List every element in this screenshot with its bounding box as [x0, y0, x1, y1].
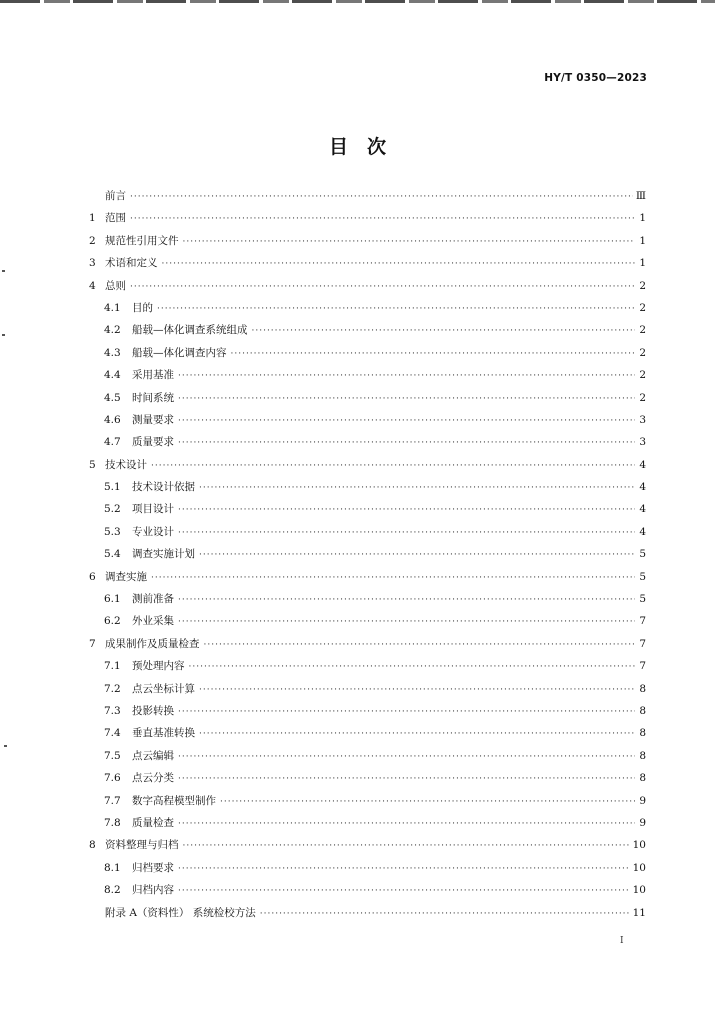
toc-entry-number: 8.2: [104, 884, 121, 897]
toc-entry-number: 5.2: [104, 503, 121, 516]
toc-entry-number: 8.1: [104, 861, 121, 874]
toc-entry[interactable]: [89, 591, 646, 613]
toc-entry-number: 7.6: [104, 772, 121, 785]
toc-entry-page: 10: [632, 861, 646, 874]
toc-entry-title: 专业设计: [132, 525, 174, 538]
dot-leader: [178, 775, 635, 784]
toc-entry-number: 7.8: [104, 816, 121, 829]
toc-entry[interactable]: [89, 860, 646, 882]
toc-entry-number: 7: [89, 637, 96, 650]
toc-entry-page: 2: [639, 369, 646, 382]
toc-entry[interactable]: [89, 837, 646, 859]
toc-entry-title: 前言: [105, 190, 126, 202]
dot-leader: [183, 842, 630, 851]
scan-margin-mark: [2, 334, 5, 336]
toc-entry-title: 归档内容: [132, 884, 174, 897]
toc-entry[interactable]: [89, 188, 646, 210]
dot-leader: [178, 439, 635, 448]
toc-entry-number: 7.3: [104, 704, 121, 717]
toc-entry-page: 3: [639, 436, 646, 449]
toc-entry[interactable]: [89, 524, 646, 546]
toc-entry-title: 范围: [105, 212, 126, 225]
dot-leader: [130, 283, 635, 292]
toc-entry-page: 2: [639, 324, 646, 337]
toc-entry-page: 1: [639, 234, 646, 247]
toc-entry-page: 8: [639, 727, 646, 740]
toc-entry-title: 船载—体化调查内容: [132, 346, 227, 359]
toc-entry-number: 7.5: [104, 749, 121, 762]
dot-leader: [178, 395, 635, 404]
toc-entry-number: 4.6: [104, 413, 121, 426]
toc-entry-title: 调查实施计划: [132, 548, 195, 561]
page-number: Ⅰ: [620, 936, 624, 946]
toc-entry-number: 5.1: [104, 481, 121, 494]
toc-entry-number: 5.3: [104, 525, 121, 538]
toc-entry-title: 垂直基准转换: [132, 727, 195, 740]
toc-entry-title: 技术设计依据: [132, 481, 195, 494]
toc-entry-page: 3: [639, 413, 646, 426]
toc-entry-page: 5: [639, 570, 646, 583]
toc-entry[interactable]: [89, 546, 646, 568]
toc-entry-number: 5.4: [104, 548, 121, 561]
toc-entry-page: 7: [639, 615, 646, 628]
toc-entry-title: 项目设计: [132, 503, 174, 516]
toc-entry-number: 7.2: [104, 682, 121, 695]
toc-entry-page: 8: [639, 772, 646, 785]
toc-entry-title: 资料整理与归档: [105, 839, 179, 852]
toc-entry-page: 7: [639, 637, 646, 650]
toc-entry-title: 外业采集: [132, 615, 174, 628]
dot-leader: [260, 910, 630, 919]
dot-leader: [151, 462, 635, 471]
dot-leader: [151, 574, 635, 583]
toc-entry[interactable]: [89, 681, 646, 703]
toc-entry-title: 总则: [105, 279, 126, 292]
toc-entry-title: 船载—体化调查系统组成: [132, 324, 248, 337]
scan-margin-mark: [4, 745, 7, 747]
toc-entry[interactable]: [89, 793, 646, 815]
toc-entry[interactable]: [89, 278, 646, 300]
dot-leader: [178, 865, 630, 874]
toc-entry-page: 9: [639, 816, 646, 829]
dot-leader: [231, 350, 636, 359]
toc-entry-title: 点云分类: [132, 772, 174, 785]
dot-leader: [178, 596, 635, 605]
toc-entry-number: 7.7: [104, 794, 121, 807]
toc-entry[interactable]: [89, 479, 646, 501]
toc-entry-page: 1: [639, 257, 646, 270]
toc-entry-title: 技术设计: [105, 458, 147, 471]
toc-entry-page: 4: [639, 525, 646, 538]
toc-entry-number: 8: [89, 839, 96, 852]
toc-entry-title: 附录 A（资料性） 系统检校方法: [105, 906, 256, 919]
toc-entry-page: 10: [632, 884, 646, 897]
toc-entry-title: 预处理内容: [132, 660, 185, 673]
dot-leader: [178, 417, 635, 426]
toc-entry-number: 7.1: [104, 660, 121, 673]
toc-entry[interactable]: [89, 905, 646, 927]
toc-entry-page: 10: [632, 839, 646, 852]
toc-entry-title: 质量检查: [132, 816, 174, 829]
toc-entry-page: 4: [639, 458, 646, 471]
toc-entry-number: 7.4: [104, 727, 121, 740]
toc-entry-page: 2: [639, 279, 646, 292]
toc-entry[interactable]: [89, 210, 646, 232]
dot-leader: [204, 641, 636, 650]
toc-entry[interactable]: [89, 412, 646, 434]
toc-entry-title: 数字高程模型制作: [132, 794, 216, 807]
toc-entry[interactable]: [89, 390, 646, 412]
toc-entry[interactable]: [89, 703, 646, 725]
toc-entry-number: 5: [89, 458, 96, 471]
toc-entry-title: 时间系统: [132, 391, 174, 404]
dot-leader: [252, 327, 636, 336]
toc-entry-number: 4.2: [104, 324, 121, 337]
dot-leader: [178, 753, 635, 762]
toc-entry-number: 2: [89, 234, 96, 247]
toc-entry-title: 点云坐标计算: [132, 682, 195, 695]
toc-entry-page: 8: [639, 682, 646, 695]
toc-entry[interactable]: [89, 569, 646, 591]
toc-entry[interactable]: [89, 300, 646, 322]
toc-entry-title: 测量要求: [132, 413, 174, 426]
toc-entry[interactable]: [89, 882, 646, 904]
scan-top-border: [0, 0, 715, 3]
dot-leader: [178, 708, 635, 717]
dot-leader: [183, 238, 636, 247]
dot-leader: [178, 618, 635, 627]
toc-entry-page: 9: [639, 794, 646, 807]
toc-entry-number: 4.1: [104, 301, 121, 314]
dot-leader: [199, 484, 635, 493]
toc-entry-page: 1: [639, 212, 646, 225]
toc-entry-title: 目的: [132, 301, 153, 314]
toc-entry[interactable]: [89, 748, 646, 770]
toc-entry-page: 2: [639, 346, 646, 359]
page-title: 目 次: [328, 136, 386, 158]
toc-entry-page: 11: [632, 906, 646, 919]
toc-entry[interactable]: [89, 255, 646, 277]
toc-entry-number: 4.4: [104, 369, 121, 382]
toc-entry-title: 点云编辑: [132, 749, 174, 762]
toc-entry-page: 4: [639, 503, 646, 516]
toc-entry[interactable]: [89, 815, 646, 837]
dot-leader: [178, 372, 635, 381]
toc-entry-page: 8: [639, 749, 646, 762]
toc-entry[interactable]: [89, 613, 646, 635]
dot-leader: [162, 260, 636, 269]
toc-entry-page: 7: [639, 660, 646, 673]
dot-leader: [199, 551, 635, 560]
toc-entry[interactable]: [89, 636, 646, 658]
toc-entry-title: 规范性引用文件: [105, 234, 179, 247]
toc-entry-page: 5: [639, 548, 646, 561]
toc-entry[interactable]: [89, 233, 646, 255]
dot-leader: [199, 730, 635, 739]
dot-leader: [178, 506, 635, 515]
dot-leader: [130, 215, 635, 224]
toc-entry[interactable]: [89, 658, 646, 680]
table-of-contents: [89, 188, 646, 927]
toc-entry-number: 3: [89, 257, 96, 270]
standard-number: HY/T 0350—2023: [544, 72, 647, 84]
toc-entry-number: 4.3: [104, 346, 121, 359]
dot-leader: [157, 305, 635, 314]
toc-entry[interactable]: [89, 501, 646, 523]
dot-leader: [189, 663, 636, 672]
dot-leader: [178, 820, 635, 829]
toc-entry-number: 4: [89, 279, 96, 292]
dot-leader: [178, 529, 635, 538]
toc-entry-number: 4.7: [104, 436, 121, 449]
toc-entry[interactable]: [89, 345, 646, 367]
dot-leader: [130, 193, 633, 202]
dot-leader: [199, 686, 635, 695]
toc-entry-page: 5: [639, 593, 646, 606]
toc-entry[interactable]: [89, 322, 646, 344]
toc-entry[interactable]: [89, 457, 646, 479]
toc-entry-title: 投影转换: [132, 704, 174, 717]
toc-entry[interactable]: [89, 367, 646, 389]
dot-leader: [220, 798, 635, 807]
toc-entry-number: 6.2: [104, 615, 121, 628]
toc-entry-title: 采用基准: [132, 369, 174, 382]
toc-entry-page: 4: [639, 481, 646, 494]
toc-entry-number: 6.1: [104, 593, 121, 606]
toc-entry[interactable]: [89, 725, 646, 747]
toc-entry[interactable]: [89, 770, 646, 792]
toc-entry-title: 成果制作及质量检查: [105, 637, 200, 650]
toc-entry-number: 4.5: [104, 391, 121, 404]
toc-entry-page: 2: [639, 391, 646, 404]
toc-entry-title: 术语和定义: [105, 257, 158, 270]
toc-entry[interactable]: [89, 434, 646, 456]
toc-entry-title: 质量要求: [132, 436, 174, 449]
toc-entry-page: 8: [639, 704, 646, 717]
toc-entry-number: 1: [89, 212, 96, 225]
toc-entry-page: Ⅲ: [635, 190, 646, 202]
toc-entry-title: 调查实施: [105, 570, 147, 583]
toc-entry-page: 2: [639, 301, 646, 314]
scan-margin-mark: [2, 270, 5, 272]
toc-entry-title: 归档要求: [132, 861, 174, 874]
dot-leader: [178, 887, 630, 896]
toc-entry-title: 测前准备: [132, 593, 174, 606]
toc-entry-number: 6: [89, 570, 96, 583]
